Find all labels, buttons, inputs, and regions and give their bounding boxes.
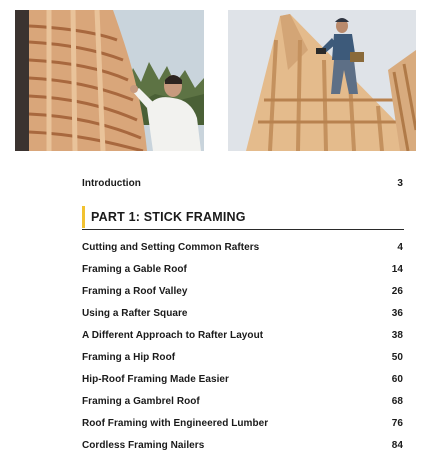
toc-entry-title: Framing a Hip Roof <box>82 352 176 363</box>
toc-entry-title: A Different Approach to Rafter Layout <box>82 330 264 341</box>
toc-entry-title: Framing a Gable Roof <box>82 264 187 275</box>
toc-entry[interactable] <box>82 440 403 451</box>
toc-entry[interactable] <box>82 264 403 275</box>
toc-entry-title: Roof Framing with Engineered Lumber <box>82 418 269 429</box>
toc-entry-title: Hip-Roof Framing Made Easier <box>82 374 229 385</box>
toc-entry[interactable] <box>82 352 403 363</box>
part-header <box>82 206 404 230</box>
toc-entry-page: 36 <box>391 308 403 319</box>
toc-entry-title: Using a Rafter Square <box>82 308 188 319</box>
toc-entry[interactable] <box>82 286 403 297</box>
toc-entry-page: 76 <box>391 418 403 429</box>
toc-entry-introduction[interactable] <box>82 178 403 189</box>
toc-entry[interactable] <box>82 418 403 429</box>
toc-entry-page: 68 <box>391 396 403 407</box>
photo-curved-rafters <box>15 10 204 151</box>
toc-entry-title: Cordless Framing Nailers <box>82 440 205 451</box>
toc-entry-title: Introduction <box>82 178 141 189</box>
toc-entry-page: 14 <box>391 264 403 275</box>
toc-entry[interactable] <box>82 308 403 319</box>
toc-entry-page: 38 <box>391 330 403 341</box>
photo-gable-frame <box>228 10 416 151</box>
toc-entry-title: Framing a Gambrel Roof <box>82 396 200 407</box>
toc-entry[interactable] <box>82 330 403 341</box>
toc-entry-page: 3 <box>397 178 403 189</box>
toc-entry[interactable] <box>82 374 403 385</box>
part-accent-bar <box>82 206 85 228</box>
photo-worker-curved-rafters-icon <box>15 10 204 151</box>
toc-entry-page: 50 <box>391 352 403 363</box>
part-title: PART 1: STICK FRAMING <box>91 210 246 224</box>
toc-entry[interactable] <box>82 396 403 407</box>
toc-entry[interactable] <box>82 242 403 253</box>
toc-entry-page: 84 <box>391 440 403 451</box>
toc-entry-page: 60 <box>391 374 403 385</box>
toc-entry-page: 26 <box>391 286 403 297</box>
toc-entry-page: 4 <box>397 242 403 253</box>
photo-worker-gable-frame-icon <box>228 10 416 151</box>
toc-entry-title: Framing a Roof Valley <box>82 286 188 297</box>
toc-entry-title: Cutting and Setting Common Rafters <box>82 242 260 253</box>
